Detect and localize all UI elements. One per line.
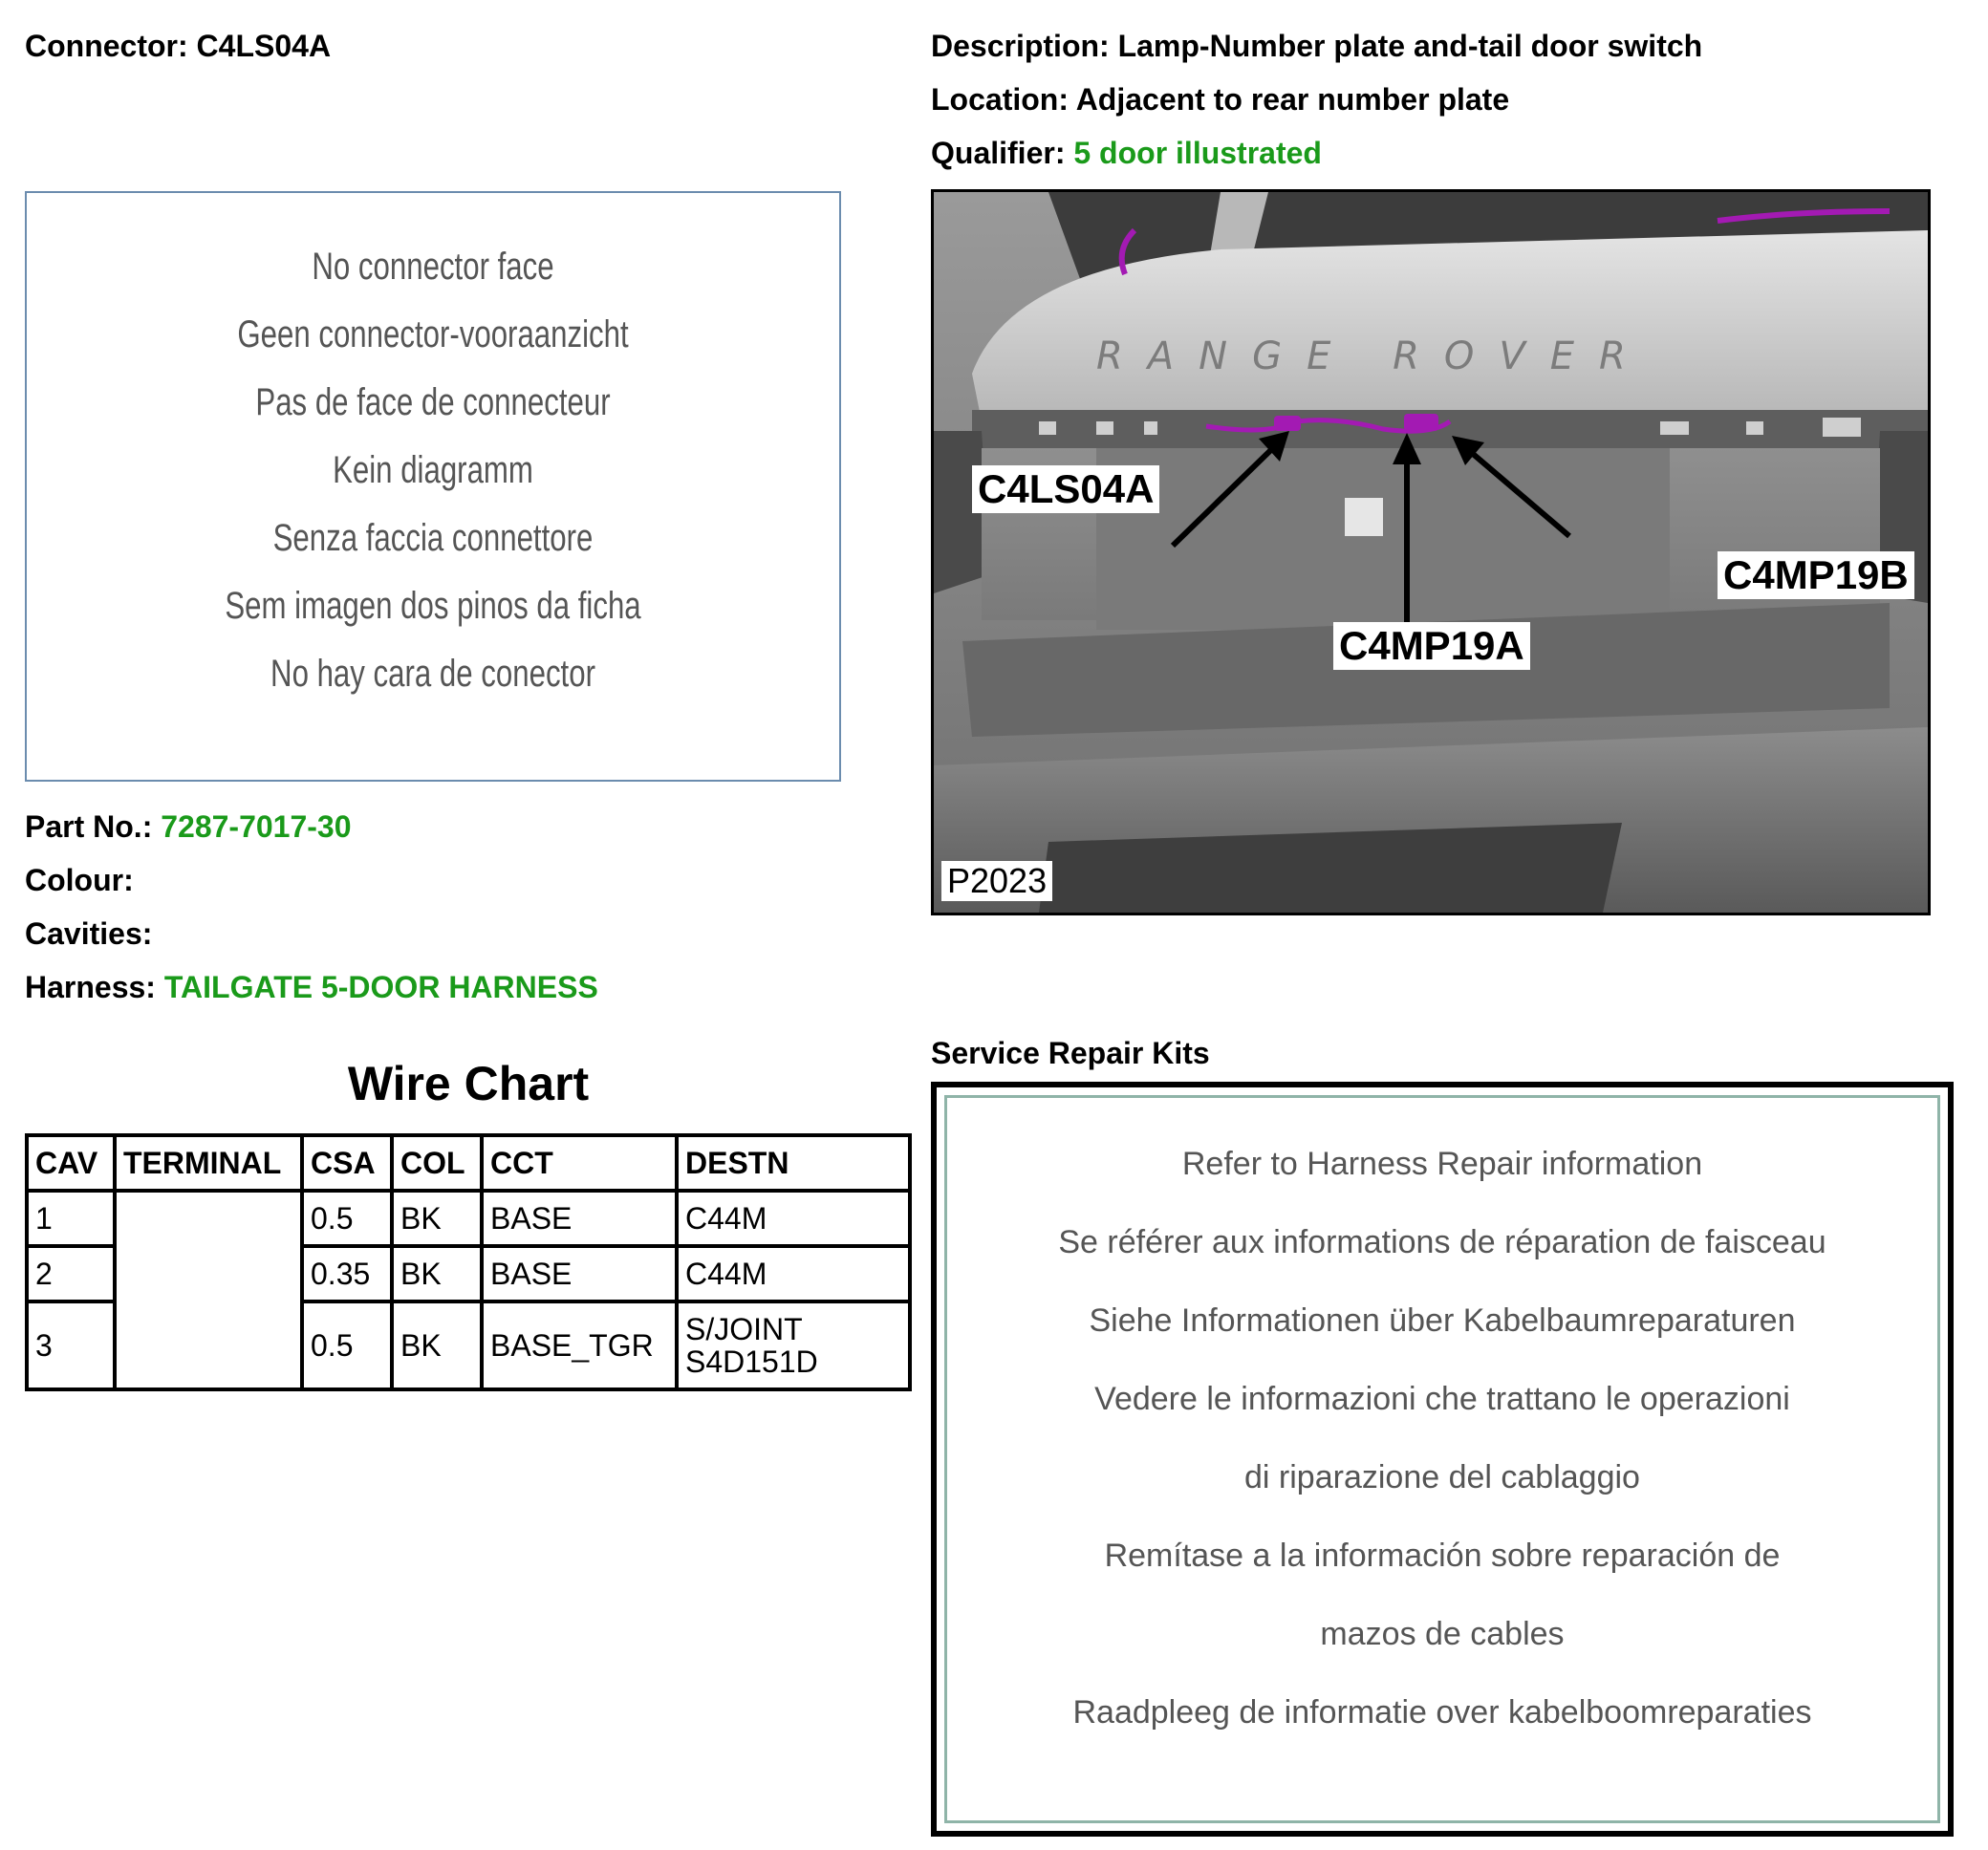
face-line: Kein diagramm [333, 449, 533, 491]
face-line: No connector face [312, 246, 554, 288]
cell-terminal [115, 1191, 302, 1389]
part-no-line [25, 807, 352, 846]
cell-cav: 1 [27, 1191, 115, 1246]
qualifier-line [931, 134, 1322, 172]
harness-label: Harness: [25, 970, 156, 1004]
callout-c4ls04a: C4LS04A [972, 465, 1159, 513]
description-value: Lamp-Number plate and-tail door switch [1117, 29, 1703, 63]
col-header-cav: CAV [27, 1135, 115, 1191]
kit-line: Siehe Informationen über Kabelbaumreparaturen [1089, 1302, 1796, 1339]
cell-cct: BASE_TGR [482, 1301, 677, 1389]
face-line: Pas de face de connecteur [255, 381, 611, 423]
location-value: Adjacent to rear number plate [1075, 82, 1510, 117]
cell-col: BK [392, 1191, 482, 1246]
connector-value: C4LS04A [196, 29, 332, 63]
qualifier-label: Qualifier: [931, 136, 1066, 170]
callout-c4mp19a: C4MP19A [1333, 622, 1530, 670]
cell-destn: C44M [677, 1246, 910, 1301]
face-line: No hay cara de conector [270, 653, 595, 695]
harness-line [25, 968, 598, 1006]
cavities-label: Cavities: [25, 916, 153, 951]
harness-value: TAILGATE 5-DOOR HARNESS [163, 970, 598, 1004]
col-header-csa: CSA [302, 1135, 392, 1191]
vehicle-location-photo [931, 189, 1931, 915]
cell-cav: 2 [27, 1246, 115, 1301]
lamp-strip [972, 410, 1928, 448]
description-label: Description: [931, 29, 1110, 63]
cell-cav: 3 [27, 1301, 115, 1389]
wire-chart-table [25, 1133, 912, 1391]
repair-kits-panel [931, 1082, 1954, 1837]
cell-cct: BASE [482, 1191, 677, 1246]
cell-col: BK [392, 1301, 482, 1389]
face-line: Senza faccia connettore [272, 517, 594, 559]
description-line [931, 27, 1702, 65]
colour-line [25, 861, 134, 899]
cell-destn: C44M [677, 1191, 910, 1246]
face-line: Sem imagen dos pinos da ficha [225, 585, 641, 627]
kit-line: mazos de cables [1320, 1616, 1565, 1652]
picture-code: P2023 [941, 861, 1052, 901]
part-no-label: Part No.: [25, 809, 153, 844]
callout-c4mp19b: C4MP19B [1718, 551, 1914, 599]
destn-line-1: S/JOINT [685, 1312, 803, 1346]
badge-lettering: RANGE ROVER [1096, 334, 1651, 378]
col-header-terminal: TERMINAL [115, 1135, 302, 1191]
table-row [27, 1191, 910, 1246]
wire-chart-title: Wire Chart [347, 1057, 590, 1110]
kit-line: Remítase a la información sobre reparación de [1104, 1538, 1781, 1574]
col-header-col: COL [392, 1135, 482, 1191]
connector-face-panel [25, 191, 841, 782]
cell-csa: 0.5 [302, 1191, 392, 1246]
col-header-cct: CCT [482, 1135, 677, 1191]
wire-chart-header-row [27, 1135, 910, 1191]
face-line: Geen connector-vooraanzicht [237, 313, 629, 355]
cell-destn [677, 1301, 910, 1389]
kit-line: Vedere le informazioni che trattano le operazioni [1094, 1381, 1790, 1417]
cavities-line [25, 914, 152, 953]
kit-line: Refer to Harness Repair information [1181, 1146, 1703, 1182]
kit-line: Se référer aux informations de réparation de faisceau [1058, 1224, 1826, 1260]
col-header-destn: DESTN [677, 1135, 910, 1191]
connector-line [25, 27, 331, 65]
connector-c4ls04a [1274, 416, 1301, 431]
destn-line-2: S4D151D [685, 1344, 818, 1379]
colour-label: Colour: [25, 863, 134, 897]
location-label: Location: [931, 82, 1069, 117]
connector-label: Connector: [25, 29, 188, 63]
part-no-value: 7287-7017-30 [161, 809, 352, 844]
kit-line: Raadpleeg de informatie over kabelboomreparaties [1072, 1694, 1812, 1731]
cell-col: BK [392, 1246, 482, 1301]
location-line [931, 80, 1509, 118]
repair-kits-inner [944, 1095, 1940, 1823]
cell-csa: 0.5 [302, 1301, 392, 1389]
connector-c4mp19a [1404, 414, 1438, 431]
tailgate-release [1345, 498, 1383, 536]
cell-cct: BASE [482, 1246, 677, 1301]
kit-line: di riparazione del cablaggio [1244, 1459, 1640, 1495]
repair-kits-title: Service Repair Kits [931, 1036, 1210, 1070]
cell-csa: 0.35 [302, 1246, 392, 1301]
qualifier-value: 5 door illustrated [1073, 136, 1322, 170]
